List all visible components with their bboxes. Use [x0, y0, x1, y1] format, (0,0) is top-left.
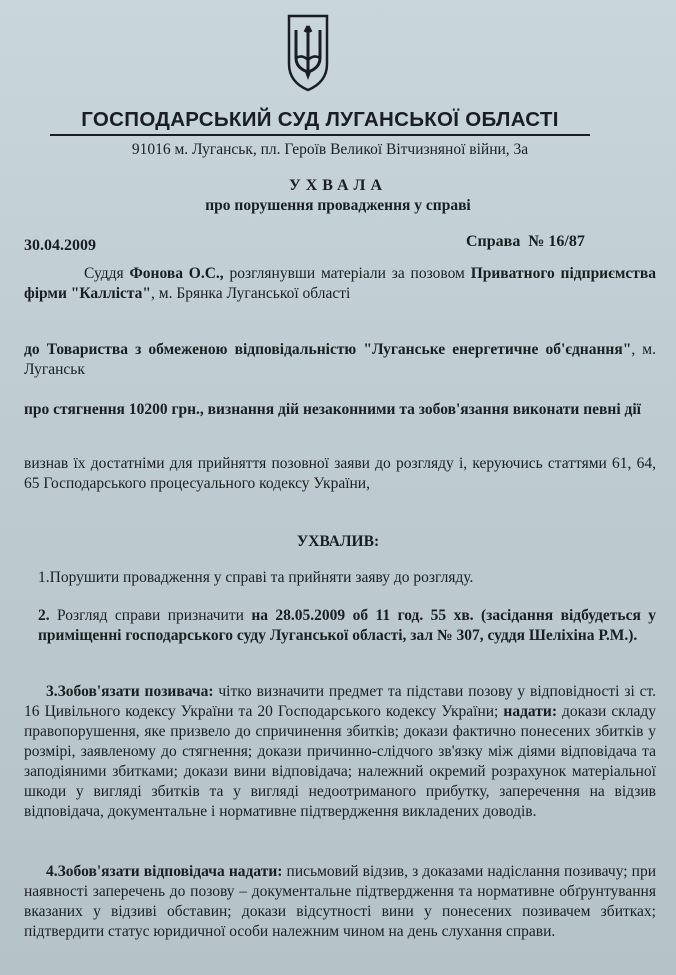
court-name: ГОСПОДАРСЬКИЙ СУД ЛУГАНСЬКОЇ ОБЛАСТІ — [50, 110, 590, 136]
judge-name: Фонова О.С., — [129, 265, 224, 282]
item-2-hearing-details: на 28.05.2009 об 11 год. 55 хв. (засідання відбудеться у приміщенні господарського суду Луганської області, зал № 307, суддя Шеліхіна Р.М.). — [38, 607, 656, 644]
item-3-text-1: чітко визначити предмет та підстави позову у відповідності зі ст. 16 Цивільного кодексу України та 20 Господарського кодексу України; — [24, 683, 656, 720]
item-2-number: 2. — [38, 607, 50, 624]
item-3-provide-label: надати: — [503, 703, 557, 720]
item-3-text-2: докази складу правопорушення, яке призвело до спричинення збитків; докази фактично понесених збитків у розмірі, заявленому до стягнення; докази причинно-слідчого зв'язку між діями відповідача та заподіяними збитками; докази вини відповідача; належний окремий розрахунок матеріальної шкоди у вигляді збитків та у вигляді недоотриманого прибутку, заперечення на відзив відповідача, документальне і нормативне підтвердження викладених доводів. — [24, 703, 657, 820]
decision-item-2 — [24, 606, 656, 646]
item-4-text: письмовий відзив, з доказами надіслання позивачу; при наявності заперечень до позову – документальне підтвердження та нормативне обґрунтування вказаних у відзиві обставин; докази відсутності вини у понесених позивачем збитках; підтвердити статус юридичної особи належним чином на день слухання справи. — [24, 863, 656, 940]
claim-subject: про стягнення 10200 грн., визнання дій незаконними та зобов'язання виконати певні дії — [24, 401, 641, 418]
plaintiff-location: , м. Брянка Луганської області — [151, 285, 351, 302]
decision-item-4 — [24, 862, 656, 942]
intro-paragraph — [24, 264, 656, 304]
case-label: Справа — [466, 233, 521, 250]
decision-heading: УХВАЛИВ: — [296, 533, 380, 550]
item-2-text: Розгляд справи призначити — [49, 607, 252, 624]
item-3-lead: 3.Зобов'язати позивача: — [46, 683, 214, 700]
plaintiff-name: Приватного підприємства фірми "Калліста" — [24, 265, 656, 302]
court-address: 91016 м. Луганськ, пл. Героїв Великої Вітчизняної війни, 3а — [131, 141, 529, 158]
defendant-paragraph — [24, 340, 656, 380]
trident-coat-of-arms-icon — [286, 12, 330, 92]
decision-item-3 — [24, 682, 656, 822]
intro-text: розглянувши матеріали за позовом — [223, 265, 465, 282]
document-title: УХВАЛА — [289, 177, 387, 194]
judge-prefix: Суддя — [84, 265, 124, 282]
decision-item-1: 1.Порушити провадження у справі та прийняти заяву до розгляду. — [38, 569, 474, 586]
case-number — [466, 232, 585, 252]
ruling-date: 30.04.2009 — [24, 237, 96, 254]
reasoning-paragraph: визнав їх достатніми для прийняття позовної заяви до розгляду і, керуючись статтями 61, 64, 65 Господарського процесуального кодексу України, — [24, 455, 656, 492]
document-subtitle: про порушення провадження у справі — [205, 197, 471, 214]
case-number-value: № 16/87 — [528, 233, 585, 250]
defendant-name: до Товариства з обмеженою відповідальністю "Луганське енергетичне об'єднання" — [24, 341, 632, 358]
item-4-lead: 4.Зобов'язати відповідача надати: — [46, 863, 283, 880]
defendant-location: , м. Луганськ — [24, 341, 656, 378]
